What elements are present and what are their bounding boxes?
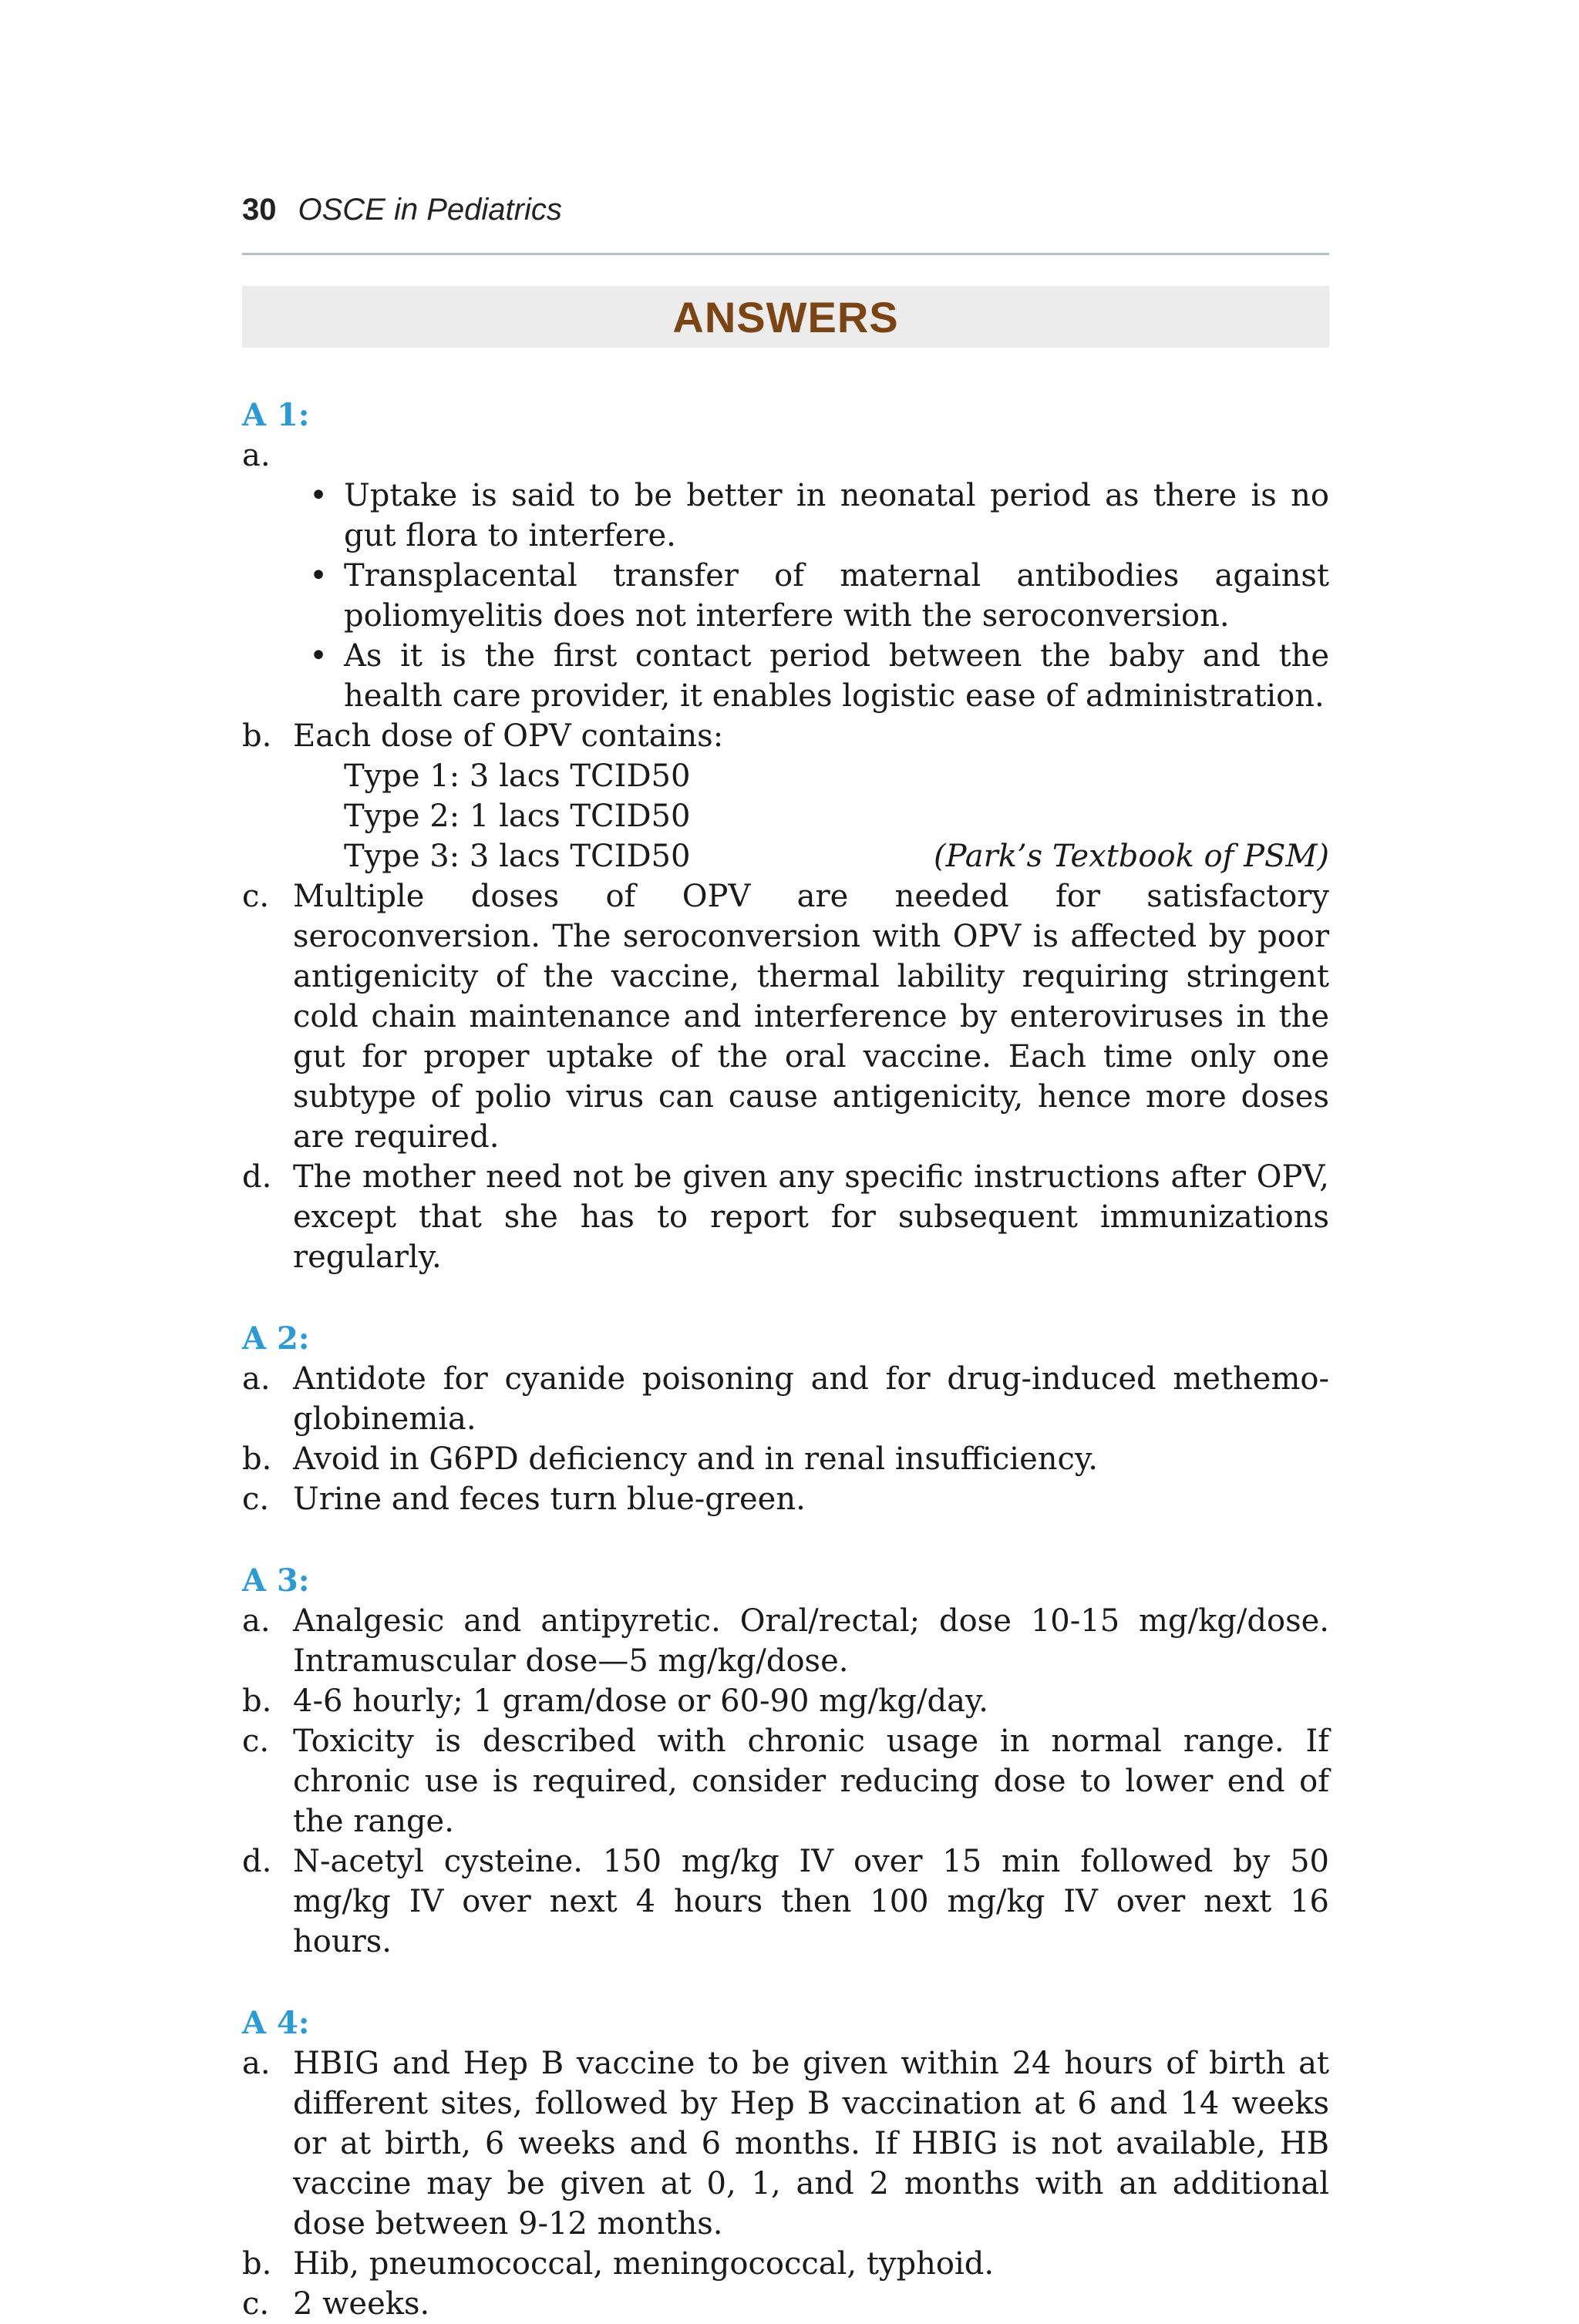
item-text: Each dose of OPV contains: bbox=[293, 718, 724, 754]
running-head bbox=[242, 193, 1329, 247]
item-label: c. bbox=[242, 1724, 270, 1759]
bullet-icon: • bbox=[309, 478, 328, 513]
answer-item-d bbox=[242, 1841, 1329, 1962]
answer-item-a bbox=[242, 2043, 1329, 2244]
item-label: a. bbox=[242, 438, 271, 473]
item-text: Urine and feces turn blue-green. bbox=[293, 1482, 806, 1517]
item-text: Avoid in G6PD deficiency and in renal insufficiency. bbox=[293, 1441, 1098, 1477]
answer-2 bbox=[242, 1319, 1329, 1519]
bullet-text: As it is the first contact period between the baby and the health care provider, it enables logistic ease of administration. bbox=[344, 638, 1329, 714]
bullet-icon: • bbox=[309, 558, 328, 594]
item-label: d. bbox=[242, 1159, 272, 1195]
item-label: c. bbox=[242, 1482, 270, 1517]
answer-item-b bbox=[242, 1439, 1329, 1479]
header-rule bbox=[242, 253, 1329, 255]
answer-item-a bbox=[242, 1359, 1329, 1439]
answer-item-b bbox=[242, 716, 1329, 756]
item-text: Antidote for cyanide poisoning and for drug-induced methemo-globinemia. bbox=[293, 1361, 1329, 1437]
item-label: a. bbox=[242, 1361, 271, 1397]
item-label: a. bbox=[242, 2046, 271, 2081]
answers-banner: ANSWERS bbox=[242, 286, 1329, 348]
item-text: Toxicity is described with chronic usage in normal range. If chronic use is required, consider reducing dose to lower end of the range. bbox=[293, 1724, 1329, 1839]
item-label: b. bbox=[242, 1683, 272, 1719]
bullet-text: Transplacental transfer of maternal antibodies against poliomyelitis does not interfere with the seroconversion. bbox=[344, 558, 1329, 634]
item-label: a. bbox=[242, 1603, 271, 1639]
book-title: OSCE in Pediatrics bbox=[298, 193, 562, 227]
item-label: d. bbox=[242, 1844, 272, 1879]
answer-item-a bbox=[242, 1601, 1329, 1681]
item-text: Hib, pneumococcal, meningococcal, typhoid. bbox=[293, 2246, 995, 2282]
item-label: c. bbox=[242, 879, 270, 914]
answer-item-c bbox=[242, 2284, 1329, 2324]
answer-3 bbox=[242, 1561, 1329, 1962]
answer-item-c bbox=[242, 1479, 1329, 1519]
item-text: The mother need not be given any specific instructions after OPV, except that she has to report for subsequent immunizations regularly. bbox=[293, 1159, 1329, 1275]
item-text: Multiple doses of OPV are needed for satisfactory seroconversion. The seroconversion with OPV is affected by poor antigenicity of the vaccine, thermal lability requiring stringent cold chain maintenance and interference by enteroviruses in the gut for proper uptake of the oral vaccine. Each time only one subtype of polio virus can cause antigenicity, hence more doses are required. bbox=[293, 879, 1329, 1155]
page-number: 30 bbox=[242, 193, 277, 227]
opv-type-line: Type 3: 3 lacs TCID50 (Park’s Textbook of PSM) bbox=[344, 836, 1329, 876]
item-label: c. bbox=[242, 2286, 270, 2322]
opv-composition bbox=[242, 756, 1329, 876]
item-text: Analgesic and antipyretic. Oral/rectal; dose 10-15 mg/kg/dose. Intramuscular dose—5 mg/kg/dose. bbox=[293, 1603, 1329, 1679]
answer-item-b bbox=[242, 1681, 1329, 1721]
item-label: b. bbox=[242, 1441, 272, 1477]
page bbox=[242, 193, 1329, 2324]
answer-item-a bbox=[242, 436, 1329, 476]
bullet-item bbox=[293, 636, 1329, 716]
answer-item-c bbox=[242, 1721, 1329, 1841]
item-text: N-acetyl cysteine. 150 mg/kg IV over 15 min followed by 50 mg/kg IV over next 4 hours then 100 mg/kg IV over next 16 hours. bbox=[293, 1844, 1329, 1959]
item-label: b. bbox=[242, 718, 272, 754]
answer-item-d bbox=[242, 1157, 1329, 1277]
answer-4 bbox=[242, 2003, 1329, 2324]
answer-1 bbox=[242, 395, 1329, 1277]
answer-item-c bbox=[242, 876, 1329, 1157]
bullet-text: Uptake is said to be better in neonatal period as there is no gut flora to interfere. bbox=[344, 478, 1329, 553]
citation: (Park’s Textbook of PSM) bbox=[934, 839, 1329, 874]
opv-type-line: Type 1: 3 lacs TCID50 bbox=[344, 758, 691, 794]
answer-heading: A 3: bbox=[242, 1562, 310, 1599]
answer-heading: A 2: bbox=[242, 1320, 310, 1357]
bullet-item bbox=[293, 476, 1329, 556]
item-text: HBIG and Hep B vaccine to be given within 24 hours of birth at different sites, followed by Hep B vaccination at 6 and 14 weeks or at birth, 6 weeks and 6 months. If HBIG is not available, HB vaccine may be given at 0, 1, and 2 months with an additional dose between 9-12 months. bbox=[293, 2046, 1329, 2242]
answer-heading: A 4: bbox=[242, 2005, 310, 2041]
opv-type-line: Type 2: 1 lacs TCID50 bbox=[344, 799, 691, 834]
bullet-list bbox=[242, 476, 1329, 716]
item-text: 2 weeks. bbox=[293, 2286, 430, 2322]
answer-item-b bbox=[242, 2244, 1329, 2284]
item-label: b. bbox=[242, 2246, 272, 2282]
bullet-item bbox=[293, 556, 1329, 636]
item-text: 4-6 hourly; 1 gram/dose or 60-90 mg/kg/day. bbox=[293, 1683, 988, 1719]
answer-heading: A 1: bbox=[242, 397, 310, 433]
bullet-icon: • bbox=[309, 638, 328, 674]
